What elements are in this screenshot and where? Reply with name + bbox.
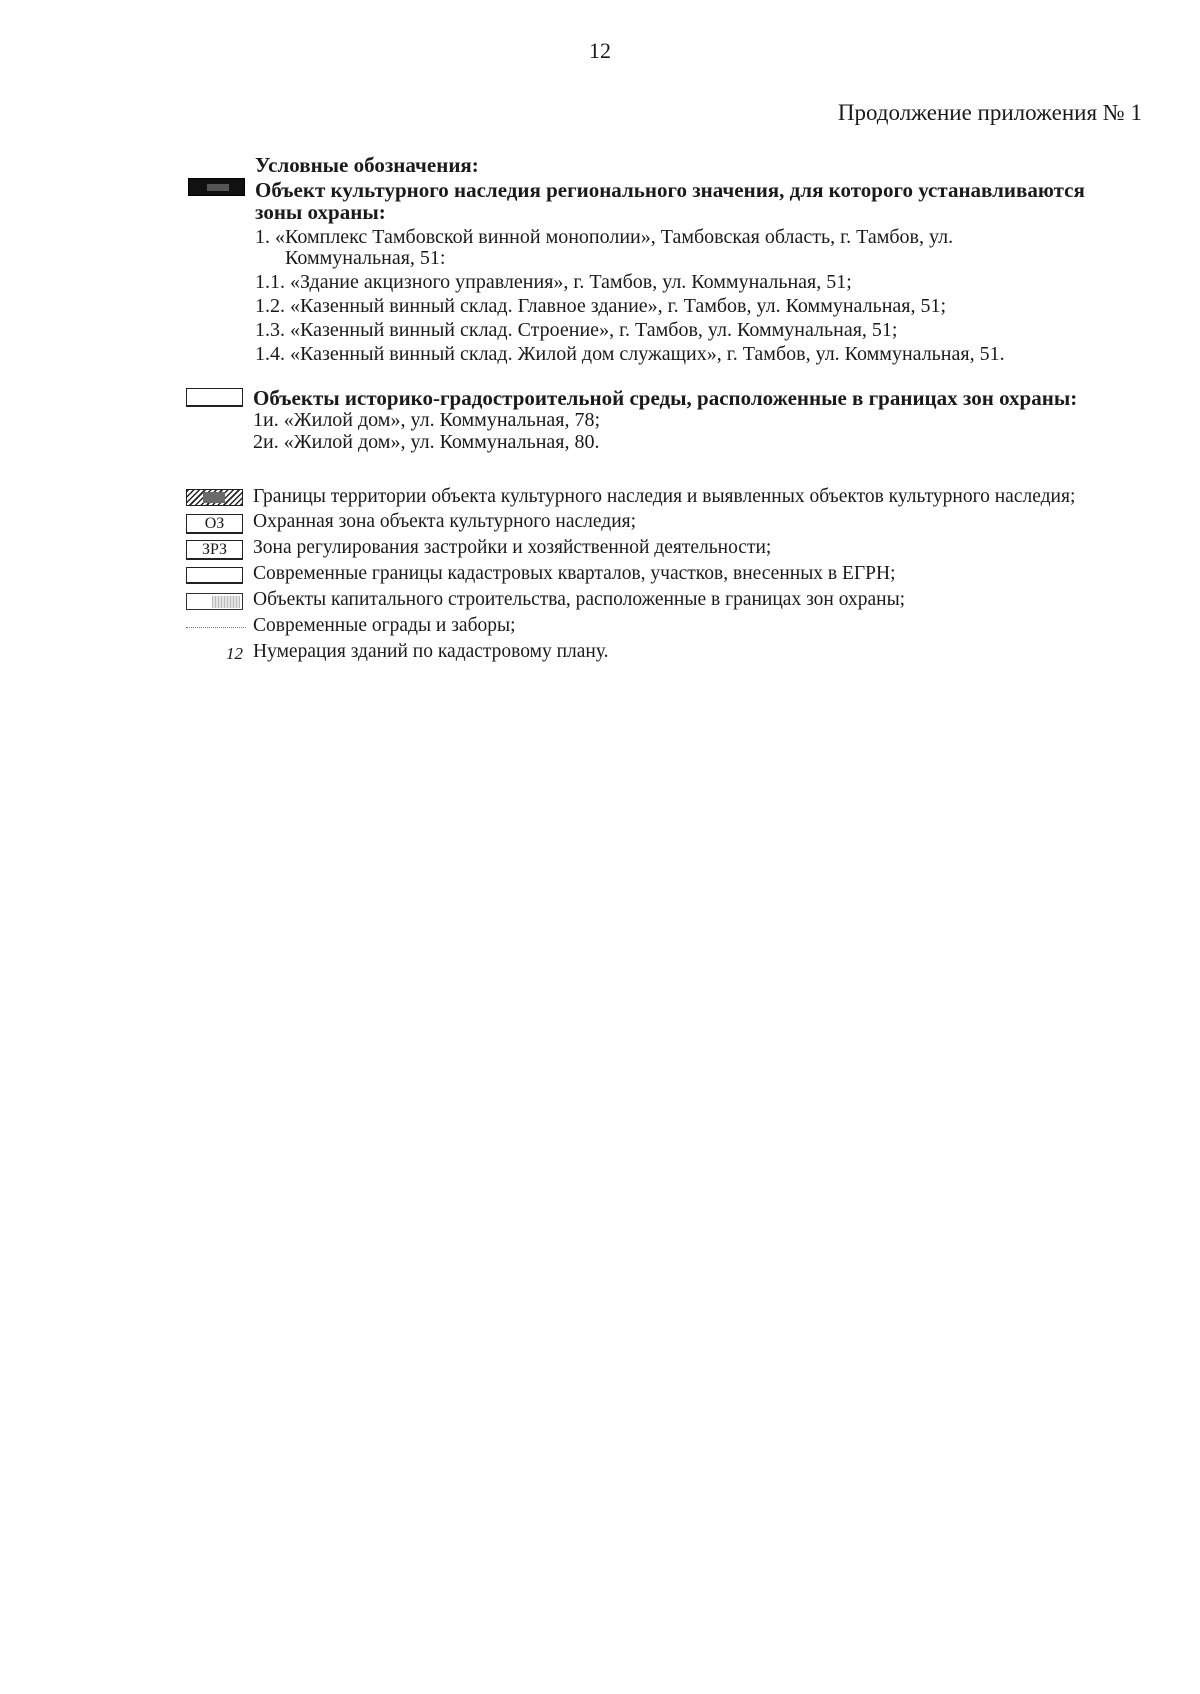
symbol-description: Границы территории объекта культурного наследия и выявленных объектов культурного наследия; <box>253 486 1076 507</box>
heritage-item: 1.3. «Казенный винный склад. Строение», г. Тамбов, ул. Коммунальная, 51; <box>255 319 898 341</box>
regulation-zone-icon: ЗРЗ <box>186 540 243 560</box>
hatched-boundary-icon <box>186 489 243 506</box>
symbol-description: Охранная зона объекта культурного наследия; <box>253 511 637 532</box>
legend-title: Условные обозначения: <box>255 153 479 177</box>
heritage-item: 1.4. «Казенный винный склад. Жилой дом служащих», г. Тамбов, ул. Коммунальная, 51. <box>255 343 1005 365</box>
historic-object-item: 1и. «Жилой дом», ул. Коммунальная, 78; <box>253 409 601 431</box>
historic-objects-heading: Объекты историко-градостроительной среды, расположенные в границах зон охраны: <box>253 386 1078 410</box>
building-number-icon: 12 <box>226 644 243 663</box>
protection-zone-icon: ОЗ <box>186 514 243 534</box>
appendix-continuation: Продолжение приложения № 1 <box>837 100 1142 125</box>
symbol-description: Современные ограды и заборы; <box>253 615 516 636</box>
heritage-object-swatch <box>188 178 245 196</box>
page-number: 12 <box>589 38 611 63</box>
symbol-description: Зона регулирования застройки и хозяйственной деятельности; <box>253 537 772 558</box>
heritage-item: 1.2. «Казенный винный склад. Главное здание», г. Тамбов, ул. Коммунальная, 51; <box>255 295 947 317</box>
symbol-description: Нумерация зданий по кадастровому плану. <box>253 641 609 662</box>
fence-line-icon <box>186 626 246 628</box>
capital-construction-icon <box>186 593 243 610</box>
heritage-heading-line2: зоны охраны: <box>255 200 386 224</box>
heritage-item: 1.1. «Здание акцизного управления», г. Тамбов, ул. Коммунальная, 51; <box>255 271 852 293</box>
heritage-item: Коммунальная, 51: <box>285 247 446 269</box>
historic-object-item: 2и. «Жилой дом», ул. Коммунальная, 80. <box>253 431 600 453</box>
heritage-item: 1. «Комплекс Тамбовской винной монополии», Тамбовская область, г. Тамбов, ул. <box>255 226 954 248</box>
symbol-description: Объекты капитального строительства, расположенные в границах зон охраны; <box>253 589 906 610</box>
symbol-description: Современные границы кадастровых кварталов, участков, внесенных в ЕГРН; <box>253 563 896 584</box>
heritage-heading-line1: Объект культурного наследия регионального значения, для которого устанавливаются <box>255 178 1085 202</box>
historic-objects-swatch <box>186 388 243 407</box>
cadastral-boundary-icon <box>186 567 243 584</box>
